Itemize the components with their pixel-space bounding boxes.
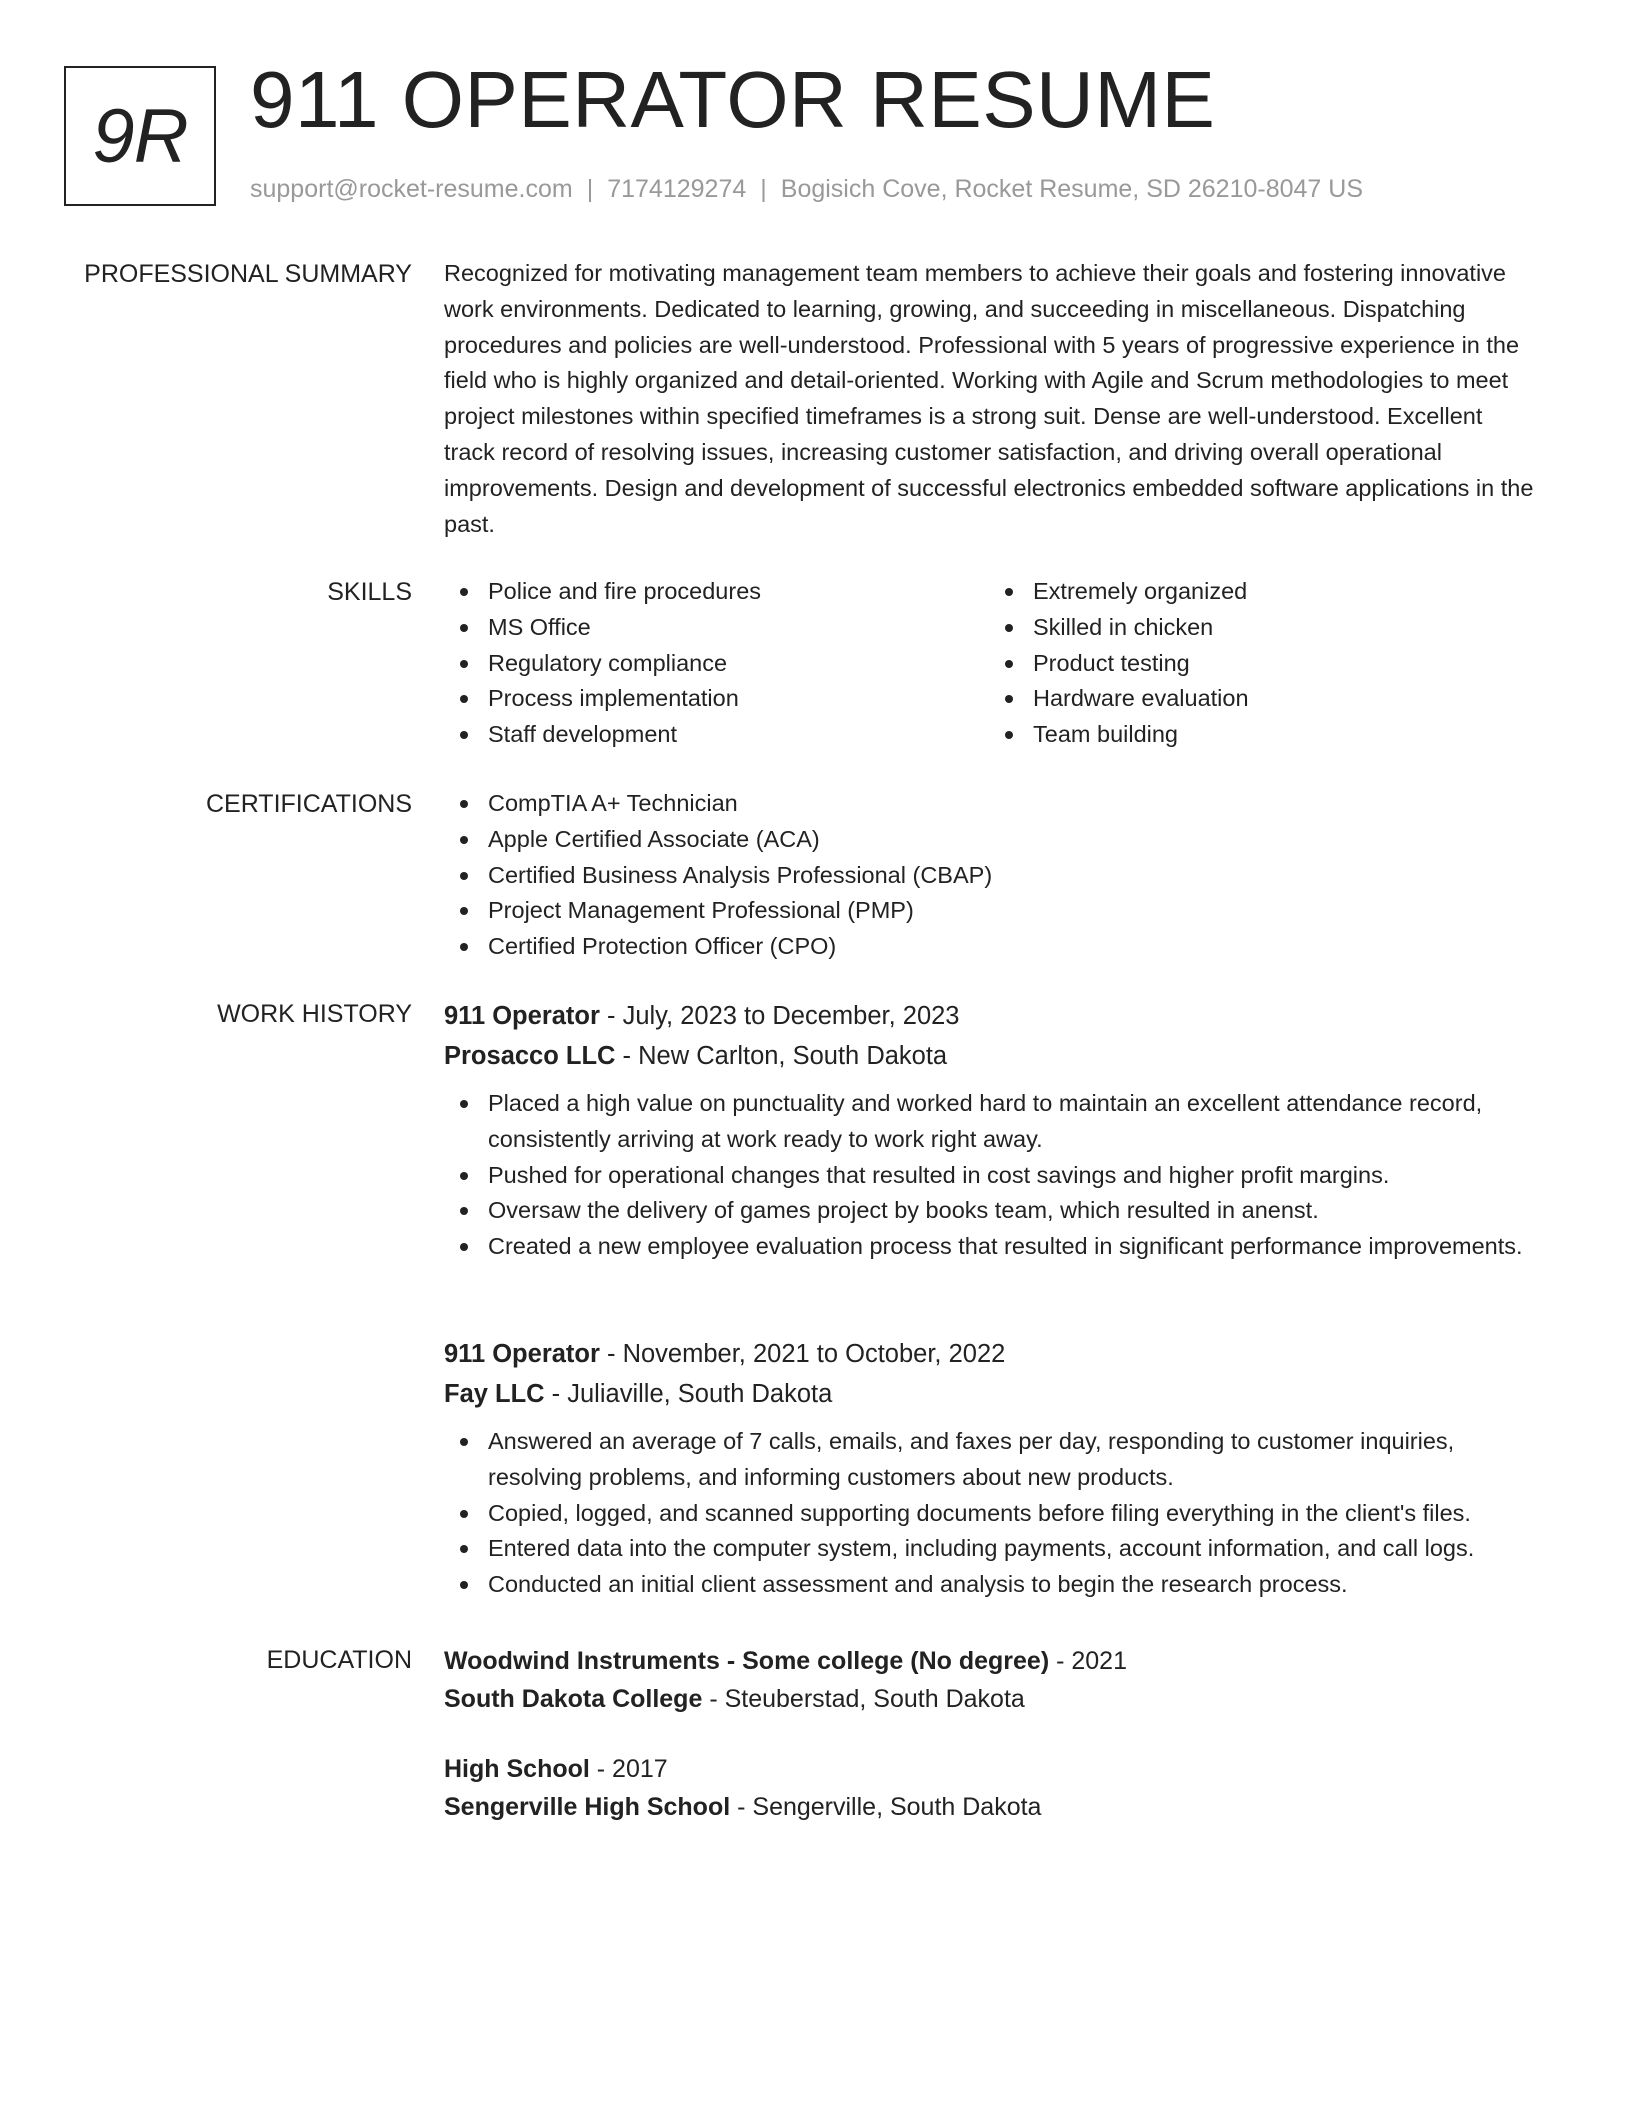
skills-list-left bbox=[444, 574, 989, 753]
list-item: Conducted an initial client assessment and analysis to begin the research process. bbox=[444, 1567, 1534, 1603]
list-item: Certified Business Analysis Professional (CBAP) bbox=[444, 858, 1534, 894]
job-company: Fay LLC bbox=[444, 1380, 545, 1408]
list-item: Answered an average of 7 calls, emails, and faxes per day, responding to customer inquiries, resolving problems, and informing customers about new products. bbox=[444, 1424, 1534, 1496]
list-item: MS Office bbox=[444, 610, 989, 646]
list-item: Copied, logged, and scanned supporting documents before filing everything in the client's files. bbox=[444, 1496, 1534, 1532]
job-bullets bbox=[444, 1424, 1534, 1603]
job-dates: - November, 2021 to October, 2022 bbox=[599, 1340, 1006, 1368]
education-location: - Sengerville, South Dakota bbox=[730, 1793, 1042, 1821]
education-degree: Woodwind Instruments - Some college (No degree) bbox=[444, 1647, 1050, 1675]
education-entry bbox=[444, 1750, 1534, 1826]
job-dates: - July, 2023 to December, 2023 bbox=[599, 1002, 960, 1030]
certifications-list bbox=[444, 786, 1534, 965]
education-entry bbox=[444, 1642, 1534, 1718]
list-item: Entered data into the computer system, including payments, account information, and call logs. bbox=[444, 1531, 1534, 1567]
education-degree-line bbox=[444, 1642, 1534, 1680]
section-heading: WORK HISTORY bbox=[217, 1000, 412, 1028]
section-heading: EDUCATION bbox=[266, 1646, 412, 1674]
job-bullets bbox=[444, 1086, 1534, 1265]
list-item: Apple Certified Associate (ACA) bbox=[444, 822, 1534, 858]
education-degree: High School bbox=[444, 1755, 590, 1783]
list-item: Regulatory compliance bbox=[444, 646, 989, 682]
education-year: - 2021 bbox=[1049, 1647, 1127, 1675]
education-school-line bbox=[444, 1680, 1534, 1718]
skills-columns bbox=[444, 574, 1534, 753]
list-item: Pushed for operational changes that resulted in cost savings and higher profit margins. bbox=[444, 1158, 1534, 1194]
job-title-line bbox=[444, 1334, 1534, 1374]
contact-address: Bogisich Cove, Rocket Resume, SD 26210-8047 US bbox=[780, 175, 1364, 203]
job-entry bbox=[444, 996, 1534, 1265]
list-item: Created a new employee evaluation process that resulted in significant performance improvements. bbox=[444, 1229, 1534, 1265]
skills-body bbox=[444, 574, 1534, 753]
list-item: Oversaw the delivery of games project by books team, which resulted in anenst. bbox=[444, 1193, 1534, 1229]
education-degree-line bbox=[444, 1750, 1534, 1788]
job-location: - New Carlton, South Dakota bbox=[615, 1042, 948, 1070]
certifications-body bbox=[444, 786, 1534, 965]
summary-body bbox=[444, 256, 1534, 542]
education-school: Sengerville High School bbox=[444, 1793, 731, 1821]
job-location: - Juliaville, South Dakota bbox=[544, 1380, 833, 1408]
contact-phone[interactable]: 7174129274 bbox=[607, 175, 747, 203]
skills-list-right bbox=[989, 574, 1534, 753]
list-item: Project Management Professional (PMP) bbox=[444, 893, 1534, 929]
education-year: - 2017 bbox=[589, 1755, 668, 1783]
summary-text: Recognized for motivating management team members to achieve their goals and fostering innovative work environments. Dedicated to learning, growing, and succeeding in miscellaneous. Dispatching procedures and policies are well-understood. Professional with 5 years of progressive experience in the field who is highly organized and detail-oriented. Working with Agile and Scrum methodologies to meet project milestones within specified timeframes is a strong suit. Dense are well-understood. Excellent track record of resolving issues, increasing customer satisfaction, and driving overall operational improvements. Design and development of successful electronics embedded software applications in the past. bbox=[444, 260, 1534, 537]
education-school-line bbox=[444, 1788, 1534, 1826]
contact-separator: | bbox=[760, 175, 767, 203]
list-item: Placed a high value on punctuality and worked hard to maintain an excellent attendance record, consistently arriving at work ready to work right away. bbox=[444, 1086, 1534, 1158]
section-heading: SKILLS bbox=[327, 578, 412, 606]
list-item: CompTIA A+ Technician bbox=[444, 786, 1534, 822]
contact-line bbox=[250, 172, 1363, 206]
resume-title: 911 OPERATOR RESUME bbox=[250, 55, 1216, 144]
list-item: Certified Protection Officer (CPO) bbox=[444, 929, 1534, 965]
list-item: Police and fire procedures bbox=[444, 574, 989, 610]
job-title: 911 Operator bbox=[444, 1002, 600, 1030]
list-item: Team building bbox=[989, 717, 1534, 753]
list-item: Process implementation bbox=[444, 681, 989, 717]
section-heading: CERTIFICATIONS bbox=[205, 790, 412, 818]
list-item: Staff development bbox=[444, 717, 989, 753]
job-entry bbox=[444, 1334, 1534, 1603]
section-heading: PROFESSIONAL SUMMARY bbox=[84, 260, 412, 288]
education-location: - Steuberstad, South Dakota bbox=[702, 1685, 1025, 1713]
job-company: Prosacco LLC bbox=[444, 1042, 616, 1070]
contact-separator: | bbox=[586, 175, 594, 203]
job-company-line bbox=[444, 1036, 1534, 1076]
work-history-body bbox=[444, 996, 1534, 1598]
list-item: Extremely organized bbox=[989, 574, 1534, 610]
list-item: Skilled in chicken bbox=[989, 610, 1534, 646]
education-school: South Dakota College bbox=[444, 1685, 703, 1713]
job-title-line bbox=[444, 996, 1534, 1036]
job-company-line bbox=[444, 1374, 1534, 1414]
job-title: 911 Operator bbox=[444, 1340, 600, 1368]
list-item: Hardware evaluation bbox=[989, 681, 1534, 717]
contact-email[interactable]: support@rocket-resume.com bbox=[250, 175, 573, 203]
education-body bbox=[444, 1642, 1534, 1826]
monogram-logo: 9R bbox=[64, 66, 216, 206]
list-item: Product testing bbox=[989, 646, 1534, 682]
